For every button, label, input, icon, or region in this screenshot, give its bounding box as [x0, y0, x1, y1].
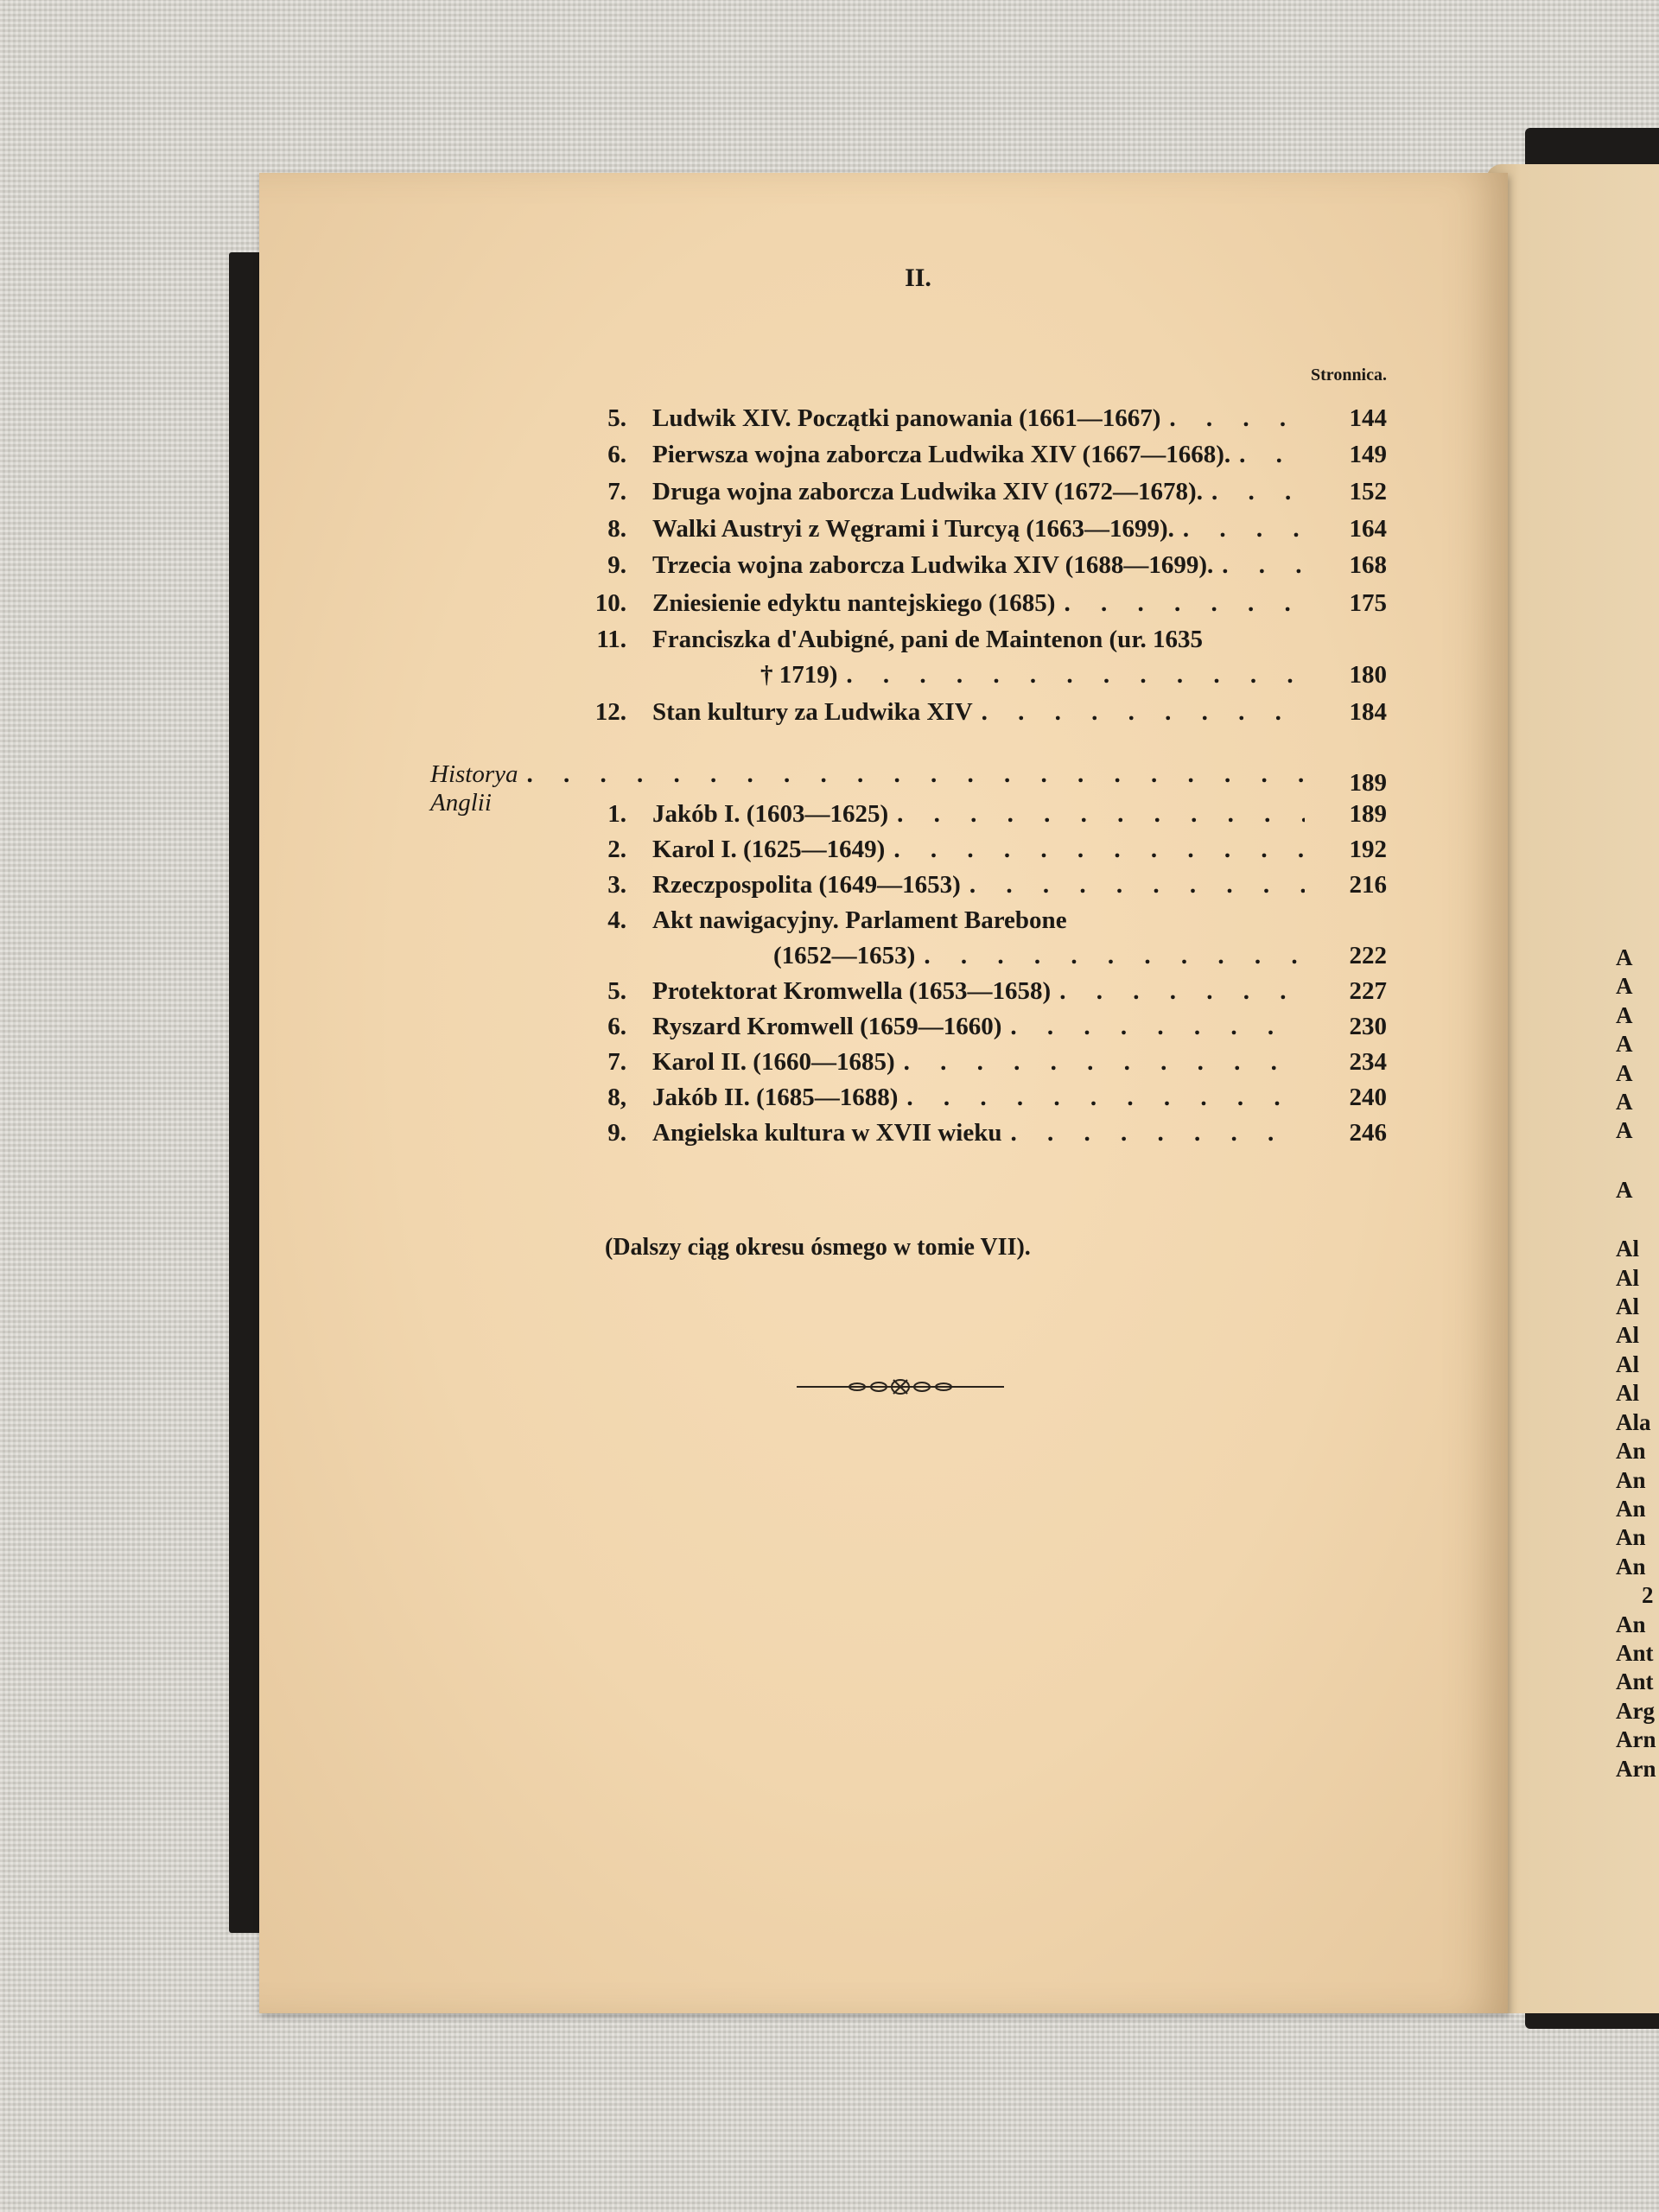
entry-page-number: 246: [1349, 1119, 1387, 1147]
index-fragment: A: [1616, 1089, 1633, 1116]
entry-number: 7.: [607, 1048, 626, 1076]
ornament-divider-icon: [797, 1376, 1004, 1397]
index-fragment: A: [1616, 1001, 1633, 1028]
entry-title: Druga wojna zaborcza Ludwika XIV (1672—1678).: [652, 478, 1203, 505]
entry-page-number: 180: [1349, 661, 1387, 689]
index-fragment: Arn: [1616, 1755, 1656, 1782]
index-fragment: Al: [1616, 1322, 1639, 1349]
entry-page-number: 164: [1349, 515, 1387, 543]
index-fragment: A: [1616, 973, 1633, 1000]
entry-title-row: [652, 1084, 1305, 1112]
index-fragment: A: [1616, 944, 1633, 970]
entry-number: 11.: [596, 626, 626, 653]
dot-leader: [898, 1084, 1305, 1112]
entry-page-number: 234: [1349, 1048, 1387, 1076]
dot-leader: [1051, 977, 1305, 1006]
entry-page-number: 240: [1349, 1084, 1387, 1111]
index-fragment: Ant: [1616, 1669, 1654, 1695]
dot-leader: [1001, 1013, 1305, 1041]
entry-title: Zniesienie edyktu nantejskiego (1685): [652, 589, 1056, 617]
entry-title: Trzecia wojna zaborcza Ludwika XIV (1688—1699).: [652, 551, 1214, 579]
entry-title-row: [652, 626, 1305, 654]
index-fragment: Al: [1616, 1351, 1639, 1377]
entry-title: Protektorat Kromwella (1653—1658): [652, 977, 1052, 1005]
entry-title-row: [652, 441, 1305, 469]
entry-title-row: [652, 1119, 1305, 1147]
entry-title-row: [652, 698, 1305, 727]
entry-title-continuation-row: [773, 942, 1305, 970]
entry-number: 2.: [607, 836, 626, 863]
dot-leader: [1213, 551, 1305, 580]
entry-number: 1.: [607, 800, 626, 828]
index-fragment: Ant: [1616, 1639, 1654, 1666]
continuation-note: (Dalszy ciąg okresu ósmego w tomie VII).: [605, 1234, 1031, 1261]
entry-title: Rzeczpospolita (1649—1653): [652, 871, 961, 899]
dot-leader: [885, 836, 1305, 864]
entry-number: 7.: [607, 478, 626, 505]
entry-title: Pierwsza wojna zaborcza Ludwika XIV (1667—1668).: [652, 441, 1231, 468]
dot-leader: [973, 698, 1305, 727]
dot-leader: [1001, 1119, 1305, 1147]
index-fragment: Ala: [1616, 1408, 1651, 1435]
entry-title: Franciszka d'Aubigné, pani de Maintenon (ur. 1635: [652, 626, 1204, 653]
entry-page-number: 144: [1349, 404, 1387, 432]
entry-number: 6.: [607, 1013, 626, 1040]
entry-title: Walki Austryi z Węgrami i Turcyą (1663—1699).: [652, 515, 1174, 543]
entry-page-number: 189: [1349, 800, 1387, 828]
entry-title: Ryszard Kromwell (1659—1660): [652, 1013, 1002, 1040]
entry-title-row: [652, 478, 1305, 506]
entry-title-row: [652, 906, 1305, 935]
entry-number: 12.: [594, 698, 626, 726]
dot-leader: [1055, 589, 1305, 618]
dot-leader: [888, 800, 1305, 829]
entry-number: 5.: [607, 977, 626, 1005]
index-fragment: 2: [1642, 1582, 1654, 1609]
index-fragment: A: [1616, 1059, 1633, 1086]
entry-title-continuation-row: [760, 661, 1305, 690]
index-fragment: An: [1616, 1466, 1646, 1493]
index-fragment: A: [1616, 1176, 1633, 1203]
entry-title-row: [652, 404, 1305, 433]
index-fragment: An: [1616, 1438, 1646, 1465]
entry-page-number: 192: [1349, 836, 1387, 863]
entry-title-row: [652, 589, 1305, 618]
section-page-number: 189: [1349, 769, 1387, 797]
entry-title: Jakób I. (1603—1625): [652, 800, 889, 828]
dot-leader: [518, 760, 1306, 789]
entry-number: 3.: [607, 871, 626, 899]
page-header: II.: [905, 264, 931, 292]
index-fragment: Arg: [1616, 1697, 1655, 1724]
index-fragment: A: [1616, 1117, 1633, 1144]
page-column-label: Stronnica.: [1311, 365, 1387, 385]
entry-number: 4.: [607, 906, 626, 934]
entry-page-number: 222: [1349, 942, 1387, 969]
entry-title: Jakób II. (1685—1688): [652, 1084, 899, 1111]
entry-title-row: [652, 551, 1305, 580]
dot-leader: [961, 871, 1305, 899]
entry-title: Angielska kultura w XVII wieku: [652, 1119, 1002, 1147]
dot-leader: [1160, 404, 1305, 433]
index-fragment: Arn: [1616, 1726, 1656, 1753]
entry-title-row: [652, 977, 1305, 1006]
entry-title: Akt nawigacyjny. Parlament Barebone: [652, 906, 1067, 934]
index-fragment: Al: [1616, 1380, 1639, 1407]
dot-leader: [915, 942, 1305, 970]
entry-page-number: 184: [1349, 698, 1387, 726]
entry-title: Stan kultury za Ludwika XIV: [652, 698, 973, 726]
index-fragment: An: [1616, 1553, 1646, 1580]
index-fragment: Al: [1616, 1236, 1639, 1262]
entry-page-number: 175: [1349, 589, 1387, 617]
entry-title: Ludwik XIV. Początki panowania (1661—1667): [652, 404, 1161, 432]
entry-title-row: [652, 836, 1305, 864]
entry-title-row: [652, 515, 1305, 543]
index-fragment: Al: [1616, 1294, 1639, 1320]
index-fragment: An: [1616, 1495, 1646, 1522]
entry-page-number: 230: [1349, 1013, 1387, 1040]
entry-title-continuation: (1652—1653): [773, 942, 916, 969]
entry-title-continuation: † 1719): [760, 661, 838, 689]
entry-title: Karol I. (1625—1649): [652, 836, 886, 863]
dot-leader: [895, 1048, 1305, 1077]
entry-title-row: [652, 1013, 1305, 1041]
entry-number: 8,: [607, 1084, 626, 1111]
index-fragment: An: [1616, 1611, 1646, 1637]
entry-title-row: [652, 800, 1305, 829]
index-fragment: An: [1616, 1524, 1646, 1551]
entry-page-number: 227: [1349, 977, 1387, 1005]
entry-page-number: 216: [1349, 871, 1387, 899]
entry-number: 5.: [607, 404, 626, 432]
entry-title: Karol II. (1660—1685): [652, 1048, 895, 1076]
entry-page-number: 149: [1349, 441, 1387, 468]
entry-title-row: [652, 871, 1305, 899]
entry-number: 9.: [607, 1119, 626, 1147]
entry-title-row: [652, 1048, 1305, 1077]
section-title: Historya Anglii: [430, 760, 518, 817]
dot-leader: [1230, 441, 1305, 469]
entry-page-number: 168: [1349, 551, 1387, 579]
entry-page-number: 152: [1349, 478, 1387, 505]
index-fragment: Al: [1616, 1264, 1639, 1291]
dot-leader: [837, 661, 1305, 690]
entry-number: 6.: [607, 441, 626, 468]
dot-leader: [1174, 515, 1305, 543]
index-fragment: A: [1616, 1031, 1633, 1058]
dot-leader: [1203, 478, 1305, 506]
entry-number: 8.: [607, 515, 626, 543]
entry-number: 9.: [607, 551, 626, 579]
entry-number: 10.: [594, 589, 626, 617]
